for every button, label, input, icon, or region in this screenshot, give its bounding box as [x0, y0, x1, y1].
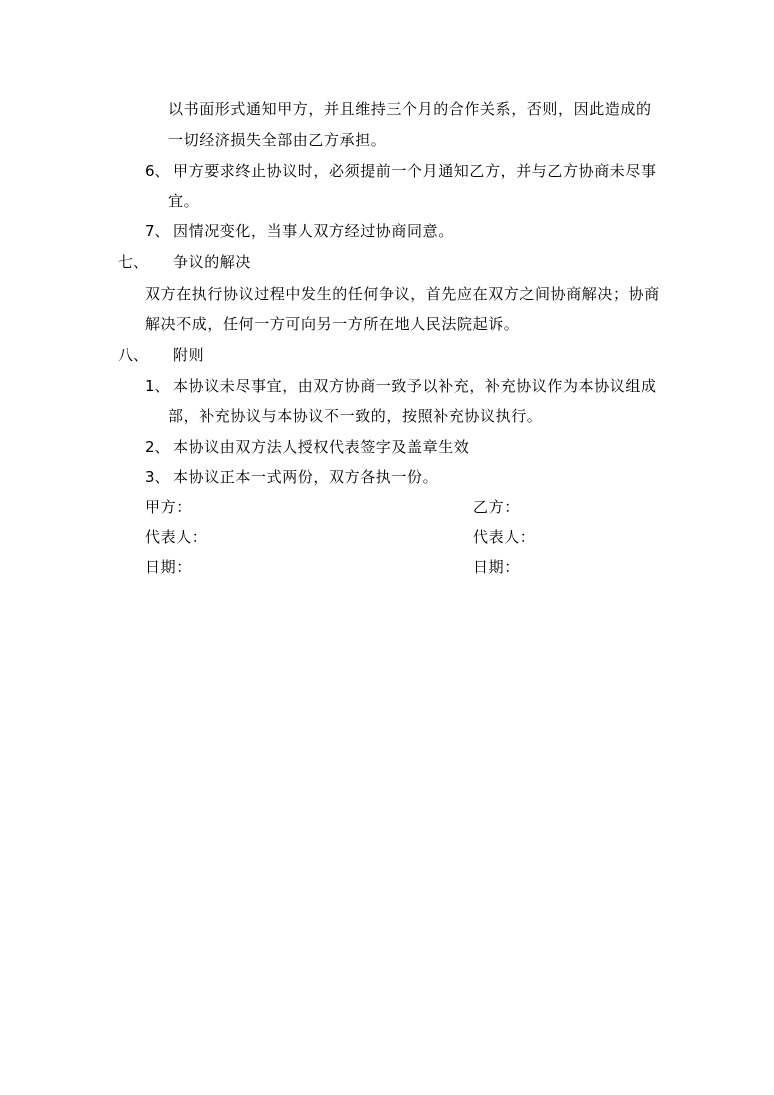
- section-7-title: 争议的解决: [173, 253, 252, 271]
- appendix-item-2-line-1: 本协议由双方法人授权代表签字及盖章生效: [173, 438, 470, 456]
- appendix-item-3-line-1: 本协议正本一式两份，双方各执一份。: [173, 468, 439, 486]
- party-a-date-label: 日期：: [145, 558, 192, 576]
- party-b-representative-label: 代表人：: [473, 528, 536, 546]
- section-7-number: 七、: [118, 253, 149, 271]
- appendix-item-number-1: 1、: [145, 377, 170, 395]
- party-a-representative-label: 代表人：: [145, 528, 208, 546]
- section-8-number: 八、: [118, 346, 149, 364]
- party-b-label: 乙方：: [473, 498, 520, 516]
- appendix-item-number-3: 3、: [145, 468, 170, 486]
- clause-6-line-2: 宜。: [168, 192, 200, 210]
- appendix-item-1-line-2: 部，补充协议与本协议不一致的，按照补充协议执行。: [168, 407, 543, 425]
- clause-number-7: 7、: [145, 222, 170, 240]
- section-7-body-line-1: 双方在执行协议过程中发生的任何争议，首先应在双方之间协商解决；协商: [145, 285, 660, 303]
- party-a-label: 甲方：: [145, 498, 192, 516]
- party-b-date-label: 日期：: [473, 558, 520, 576]
- continued-clause-line-1: 以书面形式通知甲方，并且维持三个月的合作关系，否则，因此造成的: [168, 100, 652, 118]
- clause-number-6: 6、: [145, 162, 170, 180]
- continued-clause-line-2: 一切经济损失全部由乙方承担。: [168, 131, 387, 149]
- section-8-title: 附则: [173, 346, 205, 364]
- appendix-item-1-line-1: 本协议未尽事宜，由双方协商一致予以补充，补充协议作为本协议组成: [173, 377, 657, 395]
- clause-6-line-1: 甲方要求终止协议时，必须提前一个月通知乙方，并与乙方协商未尽事: [173, 162, 657, 180]
- appendix-item-number-2: 2、: [145, 438, 170, 456]
- clause-7-line-1: 因情况变化，当事人双方经过协商同意。: [173, 222, 454, 240]
- section-7-body-line-2: 解决不成，任何一方可向另一方所在地人民法院起诉。: [145, 315, 520, 333]
